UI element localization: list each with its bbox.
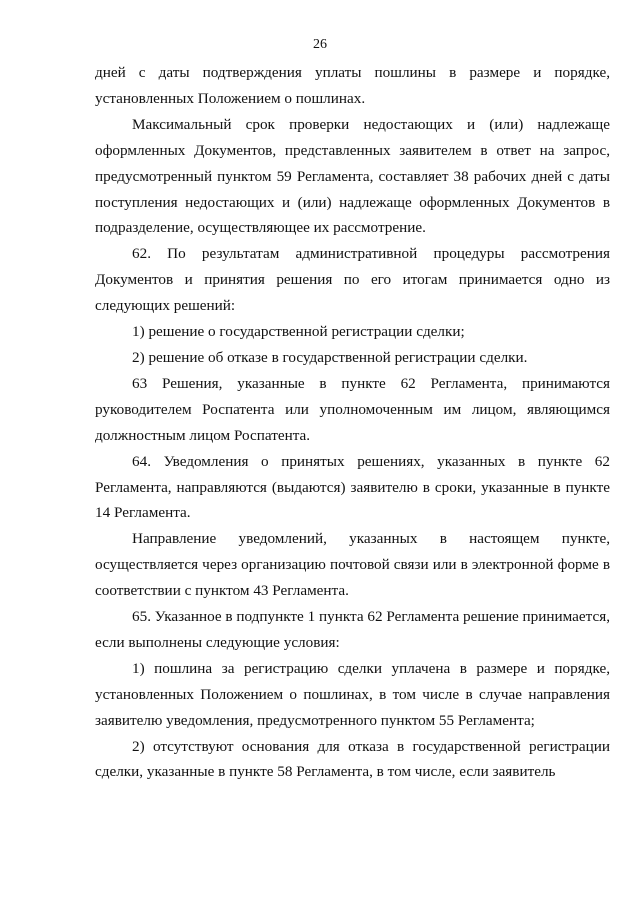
document-body [95,60,610,785]
paragraph-continuation: дней с даты подтверждения уплаты пошлины в размере и порядке, установленных Положением о пошлинах. [95,64,610,107]
list-item-decision-registration: 1) решение о государственной регистрации сделки; [132,323,465,341]
page-number: 26 [313,37,327,52]
list-item-condition-no-grounds: 2) отсутствуют основания для отказа в государственной регистрации сделки, указанные в пункте 58 Регламента, в том числе, если заявитель [95,737,610,781]
paragraph-65: 65. Указанное в подпункте 1 пункта 62 Регламента решение принимается, если выполнены следующие условия: [95,608,610,651]
paragraph-63: 63 Решения, указанные в пункте 62 Регламента, принимаются руководителем Роспатента или уполномоченным им лицом, являющимся должностным лицом Роспатента. [95,374,610,444]
paragraph-max-review-period: Максимальный срок проверки недостающих и (или) надлежаще оформленных Документов, представленных заявителем в ответ на запрос, предусмотренный пунктом 59 Регламента, составляет 38 рабочих дней с даты поступления недостающих и (или) надлежаще оформленных Документов в подразделение, осуществляющее их рассмотрение. [95,115,610,237]
list-item-decision-refusal: 2) решение об отказе в государственной регистрации сделки. [132,348,528,366]
list-item-condition-fee: 1) пошлина за регистрацию сделки уплачена в размере и порядке, установленных Положением о пошлинах, в том числе в случае направления заявителю уведомления, предусмотренного пунктом 55 Регламента; [95,659,610,729]
paragraph-62: 62. По результатам административной процедуры рассмотрения Документов и принятия решения по его итогам принимается одно из следующих решений: [95,245,610,315]
paragraph-notification-delivery: Направление уведомлений, указанных в настоящем пункте, осуществляется через организацию почтовой связи или в электронной форме в соответствии с пунктом 43 Регламента. [95,530,610,600]
paragraph-64: 64. Уведомления о принятых решениях, указанных в пункте 62 Регламента, направляются (выдаются) заявителю в сроки, указанные в пункте 14 Регламента. [95,452,610,522]
